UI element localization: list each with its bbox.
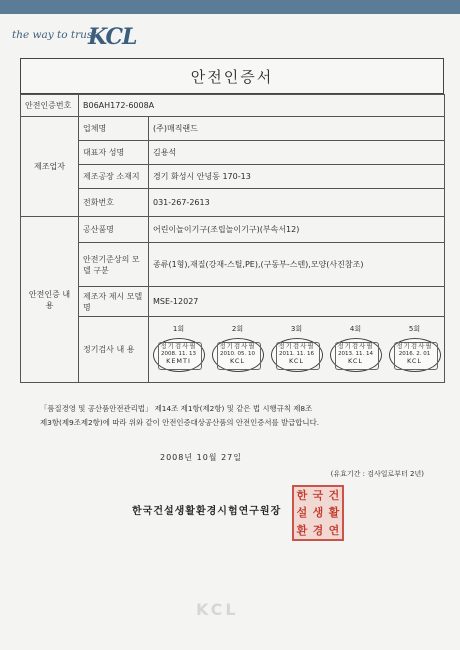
- product-label: 공산품명: [79, 217, 149, 243]
- kcl-logo: KCL: [88, 24, 137, 50]
- brand-tagline: the way to trust: [12, 29, 97, 41]
- stamp-top-text: 정기검사필: [278, 342, 315, 351]
- tests-label: 정기검사 내 용: [79, 317, 149, 383]
- ceo-label: 대표자 성명: [79, 141, 149, 165]
- seal-char: 환: [296, 523, 308, 537]
- stamp-date: 2010. 05. 10: [220, 350, 255, 357]
- manufacturer-section-label: 제조업자: [21, 117, 79, 217]
- stamp-top-text: 정기검사필: [160, 342, 197, 351]
- top-banner: [0, 0, 460, 14]
- maker-model-label: 제조자 제시 모델명: [79, 287, 149, 317]
- inspection-no: 2회: [231, 324, 244, 333]
- stamp-top-text: 정기검사필: [219, 342, 256, 351]
- inspection-stamp: [153, 338, 205, 372]
- phone-label: 전화번호: [79, 189, 149, 217]
- validity-period: (유효기간 : 검사일로부터 2년): [330, 470, 424, 478]
- maker-model-value: MSE-12027: [149, 287, 445, 317]
- stamp-top-text: 정기검사필: [396, 342, 433, 351]
- issue-date: 2008년 10월 27일: [160, 453, 242, 462]
- inspection-stamps: [149, 324, 444, 372]
- stamp-bottom-text: KCL: [406, 357, 423, 366]
- ceo-value: 김용석: [149, 141, 445, 165]
- stamp-date: 2008. 11. 13: [161, 350, 196, 357]
- statement-line-2: 제3항(제9조제2항)에 따라 위와 같이 안전인증대상공산품의 안전인증서를 발급합니다.: [40, 418, 320, 427]
- stamp-bottom-text: KCL: [288, 357, 305, 366]
- certification-section-label: 안전인증 내 용: [21, 217, 79, 383]
- seal-char: 설: [296, 506, 308, 520]
- inspection-no: 5회: [408, 324, 421, 333]
- seal-char: 국: [312, 489, 324, 502]
- statement-line-1: 「품질경영 및 공산품안전관리법」 제14조 제1항(제2항) 및 같은 법 시행규칙 제8조: [40, 404, 313, 413]
- company-label: 업체명: [79, 117, 149, 141]
- seal-char: 활: [328, 506, 340, 520]
- factory-value: 경기 화성시 안녕동 170-13: [149, 165, 445, 189]
- certificate-table: [20, 94, 445, 383]
- inspection-no: 3회: [290, 324, 303, 333]
- certificate-title: 안전인증서: [20, 58, 444, 94]
- inspection-5: [389, 324, 441, 372]
- model-label: 안전기준상의 모델 구분: [79, 243, 149, 287]
- stamp-bottom-text: KEMTI: [166, 357, 191, 366]
- stamp-top-text: 정기검사필: [337, 342, 374, 351]
- stamp-date: 2011. 11. 16: [279, 350, 314, 357]
- inspection-4: [330, 324, 382, 372]
- inspection-no: 1회: [172, 324, 185, 333]
- seal-char: 건: [328, 489, 340, 502]
- official-seal: [292, 485, 344, 541]
- kcl-watermark: KCL: [196, 600, 239, 619]
- factory-label: 제조공장 소재지: [79, 165, 149, 189]
- company-value: (주)매직랜드: [149, 117, 445, 141]
- inspection-3: [271, 324, 323, 372]
- product-value: 어린이놀이기구(조립놀이기구)(부속서12): [149, 217, 445, 243]
- stamp-bottom-text: KCL: [347, 357, 364, 366]
- stamp-date: 2013. 11. 14: [338, 350, 373, 357]
- cert-no-value: B06AH172-6008A: [79, 95, 445, 117]
- inspection-stamp: [271, 338, 323, 372]
- certificate-statement: [40, 402, 420, 430]
- stamp-bottom-text: KCL: [229, 357, 246, 366]
- inspection-stamp: [330, 338, 382, 372]
- seal-char: 경: [312, 523, 324, 537]
- stamp-date: 2016. 2. 01: [398, 350, 431, 357]
- inspection-1: [153, 324, 205, 372]
- inspection-no: 4회: [349, 324, 362, 333]
- model-value: 종류(1형),재질(강재-스틸,PE),(구동부-스텐),모양(사진참조): [149, 243, 445, 287]
- phone-value: 031-267-2613: [149, 189, 445, 217]
- cert-no-label: 안전인증번호: [21, 95, 79, 117]
- seal-char: 연: [328, 523, 340, 537]
- issuer-name: 한국건설생활환경시험연구원장: [132, 506, 282, 517]
- inspection-stamp: [389, 338, 441, 372]
- seal-char: 한: [296, 489, 308, 502]
- inspection-2: [212, 324, 264, 372]
- inspection-stamp: [212, 338, 264, 372]
- seal-char: 생: [312, 506, 324, 520]
